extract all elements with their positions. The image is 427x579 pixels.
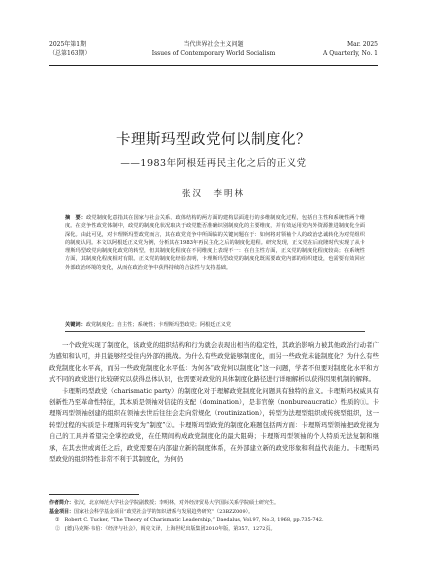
fund-note-label: 基金项目：	[49, 508, 75, 515]
fund-note	[49, 508, 379, 517]
paragraph: 一个政党实现了制度化，该政党的组织结构和行为就会表现出相当的稳定性，其政治影响力被其他政治行动者广为感知和认可，并且能够经受住内外部的挑战。为什么有些政党能够制度化，而另一些政党未能制度化？为什么有些政党制度化水平高，而另一些政党制度化水平低：为何各“政党何以制度化”这一问题，学者不但要对制度化水平和方式不同的政党进行比较研究以获得总体认识，也需要对政党的具体制度化路径进行详细解析以获得因果机制的解释。	[49, 341, 379, 384]
footnote-rule	[49, 494, 139, 495]
fund-note-text: 国家社会科学基金项目“政党社会学的知识谱系与发展趋势研究”（23BZZ009）。	[74, 508, 254, 515]
footnote-1: ① Robert C. Tucker, “The Theory of Charismatic Leadership,” Daedalus, Vol.97, No.3, 1968, pp.735-742.	[55, 517, 324, 524]
issue-number: 2025年第1期	[49, 41, 87, 48]
body-text	[49, 340, 379, 465]
header-rule	[49, 65, 378, 66]
article-subtitle: ——1983年阿根廷再民主化之后的正义党	[120, 158, 307, 169]
issue-date-en: Mar. 2025	[346, 41, 378, 48]
footnote-2: ② [德]马克斯·韦伯：《经济与社会》，阎克文译，上海世纪出版集团2010年版，第357、1272页。	[55, 526, 276, 533]
journal-name-en: Issues of Contemporary World Socialism	[151, 50, 276, 57]
keywords-label: 关键词：	[65, 322, 86, 328]
running-header	[49, 40, 378, 68]
article-authors: 张汉 李明林	[181, 189, 245, 199]
author-note-text: 张汉，北京师范大学社会学院副教授；李明林，对外经济贸易大学国际关系学院硕士研究生。	[74, 500, 280, 506]
abstract-rule	[65, 331, 365, 332]
issue-total: （总第163期）	[49, 50, 91, 57]
issue-date	[323, 40, 378, 58]
author-note-label: 作者简介：	[49, 500, 75, 506]
abstract-label: 摘 要：	[65, 215, 87, 221]
journal-name-cn: 当代世界社会主义问题	[183, 41, 244, 48]
article-title: 卡理斯玛型政党何以制度化？	[116, 132, 311, 148]
footnotes	[49, 499, 379, 534]
author-note	[49, 499, 379, 508]
abstract-text: 政党制度化意指其在国家与社会关系、政体结构的两方面的建构层面进行的多维制度化过程，包括自主性和系统性两个维度。在竞争性政党体制中，政党的制度化状况取决于政党能否准确识别制度化的主要维度，并有效运用党内外资源推进制度化全面深化。由此可见，对卡理斯玛型政党而言，其在政党竞争中所面临的关键问题在于：如何将对领袖个人的政治忠诚转化为对党组织的制度认同。本文以阿根廷正义党为例，分析其在1983年再民主化之后的制度化进程。研究发现，正义党在后庇隆时代实现了从卡理斯玛型政党向制度化政党的转型，但其制度化程度在不同维度上表现不一：在自主性方面，正义党的制度化程度较高；在系统性方面，其制度化程度相对有限。正义党的制度化经验表明，卡理斯玛型政党的制度化既需要政党内部的组织建设，也需要有效回应外部政治环境的变化，从而在政治竞争中获得持续的合法性与支持基础。	[65, 215, 365, 271]
issue-frequency: A Quarterly, No. 1	[322, 50, 378, 57]
keywords-text: 政党制度化；自主性；系统性；卡理斯玛型政党；阿根廷正义党	[85, 322, 232, 328]
keywords	[65, 321, 365, 329]
paragraph: 卡理斯玛型政党（charismatic party）的制度化对于理解政党制度化问题具有独特的意义。卡理斯玛权威具有创新性乃至革命性特征，其本质是领袖对信徒的支配（domination），是非官僚（nonbureaucratic）性质的①。卡理斯玛型领袖创建的组织在领袖去世后往往会走向常规化（routinization），转型为法理型组织或传统型组织，这一转型过程的实质是卡理斯玛转变为“制度”②。卡理斯玛型政党的制度化难题包括两方面：卡理斯玛型领袖把政党视为自己的工具并希望完全掌控政党，在任期间构成政党制度化的最大阻碍；卡理斯玛型领袖的个人特质无法复制和继承，在其去世或离任之后，政党需要在内部建立新的制度体系，在外部建立新的政党形象和利益代表能力。卡理斯玛型政党的组织特性非常不利于其制度化，为何仍	[49, 386, 379, 464]
abstract	[65, 214, 365, 272]
